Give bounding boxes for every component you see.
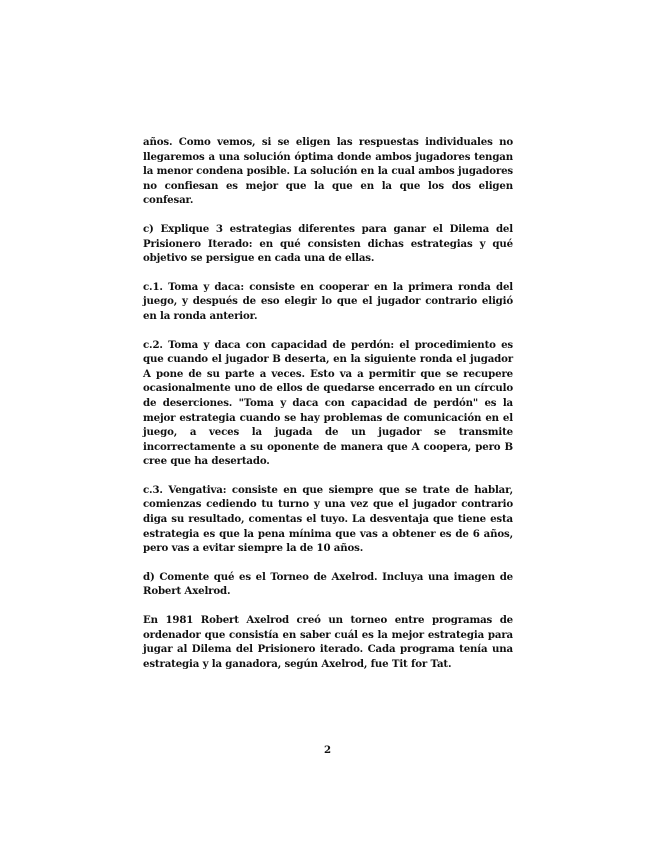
paragraph-c1: c.1. Toma y daca: consiste en cooperar en la primera ronda del juego, y después de eso elegir lo que el jugador contrario eligió en la ronda anterior. [143, 280, 513, 322]
paragraph-c2: c.2. Toma y daca con capacidad de perdón: el procedimiento es que cuando el jugador B deserta, en la siguiente ronda el jugador A pone de su parte a veces. Esto va a permitir que se recupere ocasionalmente uno de ellos de quedarse encerrado en un círculo de deserciones. "Toma y daca con capacidad de perdón" es la mejor estrategia cuando se hay problemas de comunicación en el juego, a veces la jugada de un jugador se transmite incorrectamente a su oponente de manera que A coopera, pero B cree que ha desertado. [143, 338, 513, 468]
paragraph-intro: años. Como vemos, si se eligen las respuestas individuales no llegaremos a una solución óptima donde ambos jugadores tengan la menor condena posible. La solución en la cual ambos jugadores no confiesan es mejor que la que en la que los dos eligen confesar. [143, 136, 513, 207]
body-text [143, 135, 513, 685]
paragraph-question-d: d) Comente qué es el Torneo de Axelrod. Incluya una imagen de Robert Axelrod. [143, 570, 513, 598]
paragraph-question-c: c) Explique 3 estrategias diferentes para ganar el Dilema del Prisionero Iterado: en qué consisten dichas estrategias y qué objetivo se persigue en cada una de ellas. [143, 222, 513, 265]
paragraph-c3: c.3. Vengativa: consiste en que siempre que se trate de hablar, comienzas cediendo tu turno y una vez que el jugador contrario diga su resultado, comentas el tuyo. La desventaja que tiene esta estrategia es que la pena mínima que vas a obtener es de 6 años, pero vas a evitar siempre la de 10 años. [143, 483, 513, 555]
paragraph-answer-d: En 1981 Robert Axelrod creó un torneo entre programas de ordenador que consistía en saber cuál es la mejor estrategia para jugar al Dilema del Prisionero iterado. Cada programa tenía una estrategia y la ganadora, según Axelrod, fue Tit for Tat. [143, 614, 513, 670]
page-number: 2 [323, 744, 332, 756]
